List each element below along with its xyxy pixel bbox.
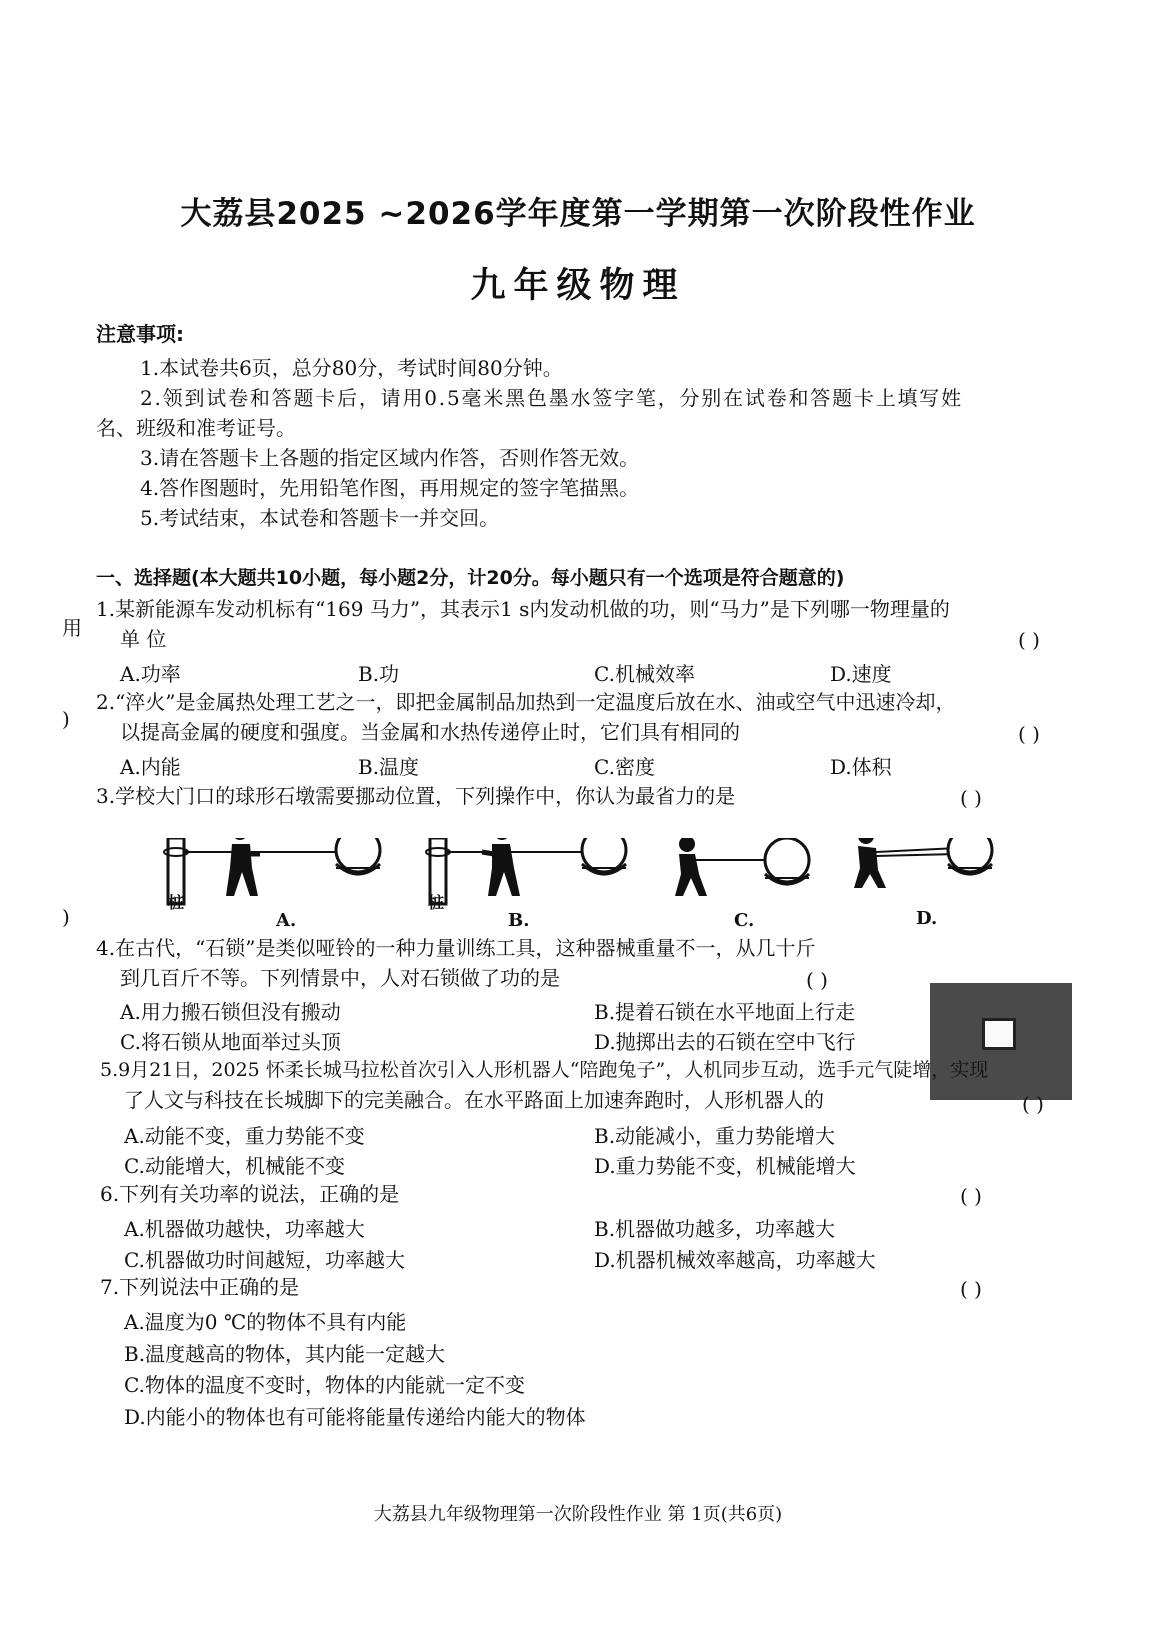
question-2-stem: 2.“淬火”是金属热处理工艺之一，即把金属制品加热到一定温度后放在水、油或空气中迅速冷却， — [96, 690, 956, 714]
option-a: A.功率 — [120, 662, 181, 686]
exam-title: 大荔县2025 ~2026学年度第一学期第一次阶段性作业 — [180, 196, 976, 232]
question-5-stem-cont: 了人文与科技在长城脚下的完美融合。在水平路面上加速奔跑时，人形机器人的 — [124, 1088, 824, 1112]
question-1-stem-cont: 单 位 — [120, 627, 167, 651]
margin-note: ) — [62, 707, 70, 731]
option-b: B.温度越高的物体，其内能一定越大 — [124, 1342, 446, 1366]
stone-lock-hole — [982, 1018, 1016, 1050]
option-b: B.提着石锁在水平地面上行走 — [594, 1000, 856, 1024]
pile-label: 桩 — [168, 893, 185, 912]
option-d: D.重力势能不变，机械能增大 — [594, 1154, 856, 1178]
figure-label-d: D. — [916, 908, 938, 929]
option-d: D.机器机械效率越高，功率越大 — [594, 1248, 876, 1272]
option-a: A.内能 — [120, 755, 181, 779]
question-3-stem: 3.学校大门口的球形石墩需要挪动位置，下列操作中，你认为最省力的是 — [96, 784, 736, 808]
option-b: B.动能减小，重力势能增大 — [594, 1124, 836, 1148]
answer-paren: ( ) — [1018, 628, 1040, 652]
page-footer: 大荔县九年级物理第一次阶段性作业 第 1页(共6页) — [373, 1504, 783, 1525]
notice-item: 4.答作图题时，先用铅笔作图，再用规定的签字笔描黑。 — [140, 476, 640, 500]
option-c: C.机器做功时间越短，功率越大 — [124, 1248, 405, 1272]
option-b: B.温度 — [358, 755, 420, 779]
notice-item: 2.领到试卷和答题卡后，请用0.5毫米黑色墨水签字笔，分别在试卷和答题卡上填写姓 — [140, 386, 963, 410]
notice-item: 3.请在答题卡上各题的指定区域内作答，否则作答无效。 — [140, 446, 640, 470]
notice-item: 1.本试卷共6页，总分80分，考试时间80分钟。 — [140, 356, 563, 380]
option-c: C.密度 — [594, 755, 655, 779]
figure-b — [426, 838, 626, 904]
option-d: D.抛掷出去的石锁在空中飞行 — [594, 1030, 856, 1054]
figure-label-c: C. — [734, 910, 755, 931]
figure-label-b: B. — [508, 910, 530, 931]
figure-c — [675, 838, 809, 896]
pile-label: 桩 — [428, 893, 445, 912]
notice-item: 名、班级和准考证号。 — [96, 416, 296, 440]
question-7-stem: 7.下列说法中正确的是 — [100, 1275, 300, 1299]
answer-paren: ( ) — [960, 1184, 982, 1208]
option-d: D.内能小的物体也有可能将能量传递给内能大的物体 — [124, 1405, 586, 1429]
option-a: A.用力搬石锁但没有搬动 — [120, 1000, 341, 1024]
option-c: C.机械效率 — [594, 662, 695, 686]
option-a: A.机器做功越快，功率越大 — [124, 1217, 365, 1241]
option-c: C.物体的温度不变时，物体的内能就一定不变 — [124, 1373, 525, 1397]
question-4-stem-cont: 到几百斤不等。下列情景中，人对石锁做了功的是 — [120, 966, 560, 990]
subject-title: 九年级物理 — [470, 266, 686, 306]
figure-d — [854, 838, 992, 888]
answer-paren: ( ) — [960, 786, 982, 810]
question-1-stem: 1.某新能源车发动机标有“169 马力”，其表示1 s内发动机做的功，则“马力”是下列哪一物理量的 — [96, 597, 950, 621]
question-2-stem-cont: 以提高金属的硬度和强度。当金属和水热传递停止时，它们具有相同的 — [120, 720, 740, 744]
question-4-stem: 4.在古代，“石锁”是类似哑铃的一种力量训练工具，这种器械重量不一，从几十斤 — [96, 936, 816, 960]
answer-paren: ( ) — [960, 1277, 982, 1301]
notice-heading: 注意事项: — [96, 322, 184, 346]
option-d: D.速度 — [830, 662, 892, 686]
option-c: C.动能增大，机械能不变 — [124, 1154, 345, 1178]
option-a: A.动能不变，重力势能不变 — [124, 1124, 365, 1148]
answer-paren: ( ) — [806, 968, 828, 992]
option-a: A.温度为0 ℃的物体不具有内能 — [124, 1310, 407, 1334]
question-6-stem: 6.下列有关功率的说法，正确的是 — [100, 1182, 400, 1206]
figure-a — [164, 838, 380, 904]
question-5-stem: 5.9月21日，2025 怀柔长城马拉松首次引入人形机器人“陪跑兔子”，人机同步互动，选手元气陡增，实现 — [100, 1059, 989, 1081]
margin-note: 用 — [62, 616, 82, 640]
figure-label-a: A. — [276, 910, 297, 931]
answer-paren: ( ) — [1022, 1092, 1044, 1116]
stone-lock-image — [930, 983, 1072, 1100]
margin-note: ) — [62, 905, 70, 929]
option-d: D.体积 — [830, 755, 892, 779]
notice-item: 5.考试结束，本试卷和答题卡一并交回。 — [140, 506, 500, 530]
answer-paren: ( ) — [1018, 722, 1040, 746]
option-b: B.机器做功越多，功率越大 — [594, 1217, 836, 1241]
option-c: C.将石锁从地面举过头顶 — [120, 1030, 341, 1054]
option-b: B.功 — [358, 662, 400, 686]
section-heading: 一、选择题(本大题共10小题，每小题2分，计20分。每小题只有一个选项是符合题意的) — [96, 567, 845, 589]
